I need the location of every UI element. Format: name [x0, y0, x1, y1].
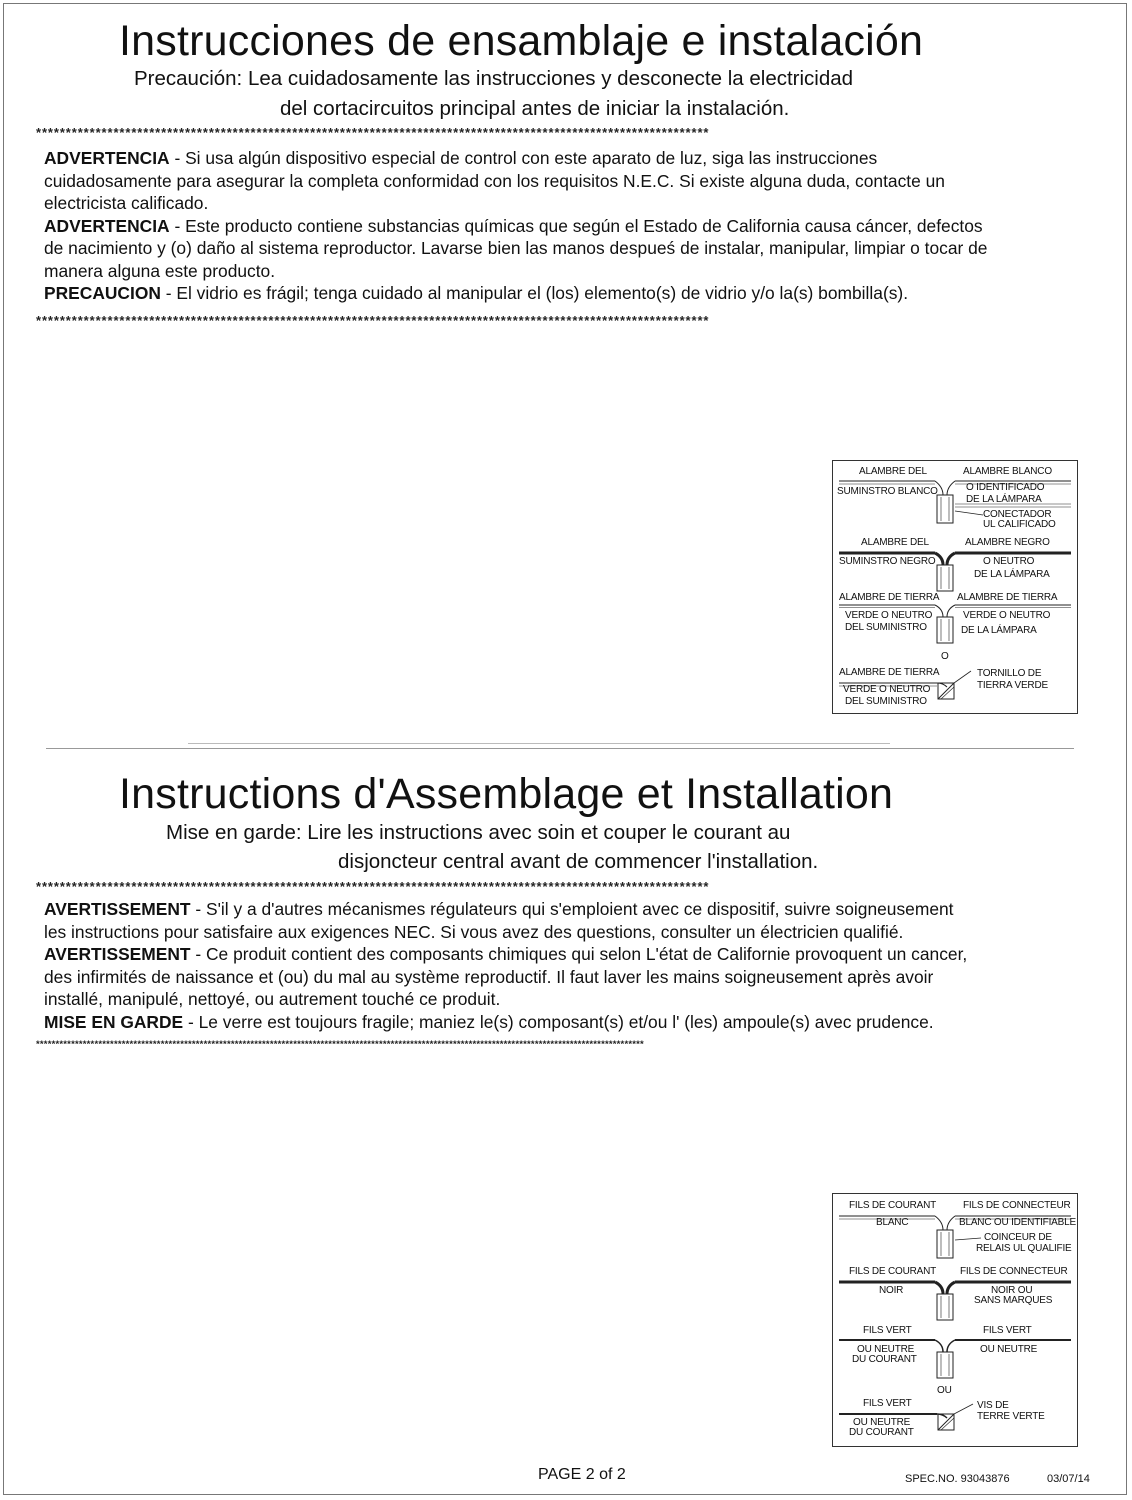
spanish-caution-note: [44, 282, 987, 305]
french-warning2-label: AVERTISSEMENT: [44, 944, 191, 964]
es-r3-left-a: ALAMBRE DE TIERRA: [839, 592, 940, 603]
es-or: O: [941, 651, 949, 662]
french-caution-note: [44, 1011, 967, 1034]
french-stars-top: *****************************************************************************************************************: [36, 882, 710, 892]
es-connector-b: UL CALIFICADO: [983, 519, 1056, 530]
french-title: Instructions d'Assemblage et Installation: [119, 770, 894, 818]
french-warning2-line2: des infirmités de naissance et (ou) du mal au système reproductif. Il faut laver les mains soigneusement après avoir: [44, 966, 934, 987]
fr-connector-a: COINCEUR DE: [984, 1232, 1052, 1243]
french-caution-line2: disjoncteur central avant de commencer l'installation.: [338, 850, 819, 873]
spanish-warning1-label: ADVERTENCIA: [44, 148, 170, 168]
fr-r2-right-b: NOIR OU: [991, 1285, 1033, 1296]
fr-r2-left-b: NOIR: [879, 1285, 904, 1296]
spanish-warning1-line1: [44, 147, 987, 170]
fr-r4-left-b: OU NEUTRE: [853, 1417, 911, 1428]
fr-r1-left-a: FILS DE COURANT: [849, 1200, 937, 1211]
es-r3-right-a: ALAMBRE DE TIERRA: [957, 592, 1058, 603]
fr-r3-left-c: DU COURANT: [852, 1354, 917, 1365]
fr-r2-right-a: FILS DE CONNECTEUR: [960, 1266, 1068, 1277]
french-caution-line1: Mise en garde: Lire les instructions avec soin et couper le courant au: [166, 821, 791, 844]
es-r1-left-b: SUMINSTRO BLANCO: [837, 486, 938, 497]
es-r3-left-b: VERDE O NEUTRO: [845, 610, 933, 621]
es-r1-right-b: O IDENTIFICADO: [966, 482, 1045, 493]
spanish-warning2-line2: de nacimiento y (o) daño al sistema reproductor. Lavarse bien las manos despueś de instalar, manipular, limpiar o tocar de: [44, 238, 988, 258]
french-warning2-line3: installé, manipulé, nettoyé, ou autrement touché ce produit.: [44, 989, 501, 1009]
es-connector-a: CONECTADOR: [983, 509, 1052, 520]
spanish-stars-bottom: *****************************************************************************************************************: [36, 316, 710, 326]
fr-r4-left-a: FILS VERT: [863, 1398, 912, 1409]
fr-r4-right-b: TERRE VERTE: [977, 1411, 1045, 1422]
spanish-warning1-text: - Si usa algún dispositivo especial de control con este aparato de luz, siga las instrucciones: [169, 148, 878, 168]
es-r4-left-b: VERDE O NEUTRO: [843, 684, 931, 695]
spanish-caution-text: - El vidrio es frágil; tenga cuidado al manipular el (los) elemento(s) de vidrio y/o la(s) bombilla(s).: [160, 283, 909, 303]
es-r3-right-c: DE LA LÁMPARA: [961, 625, 1037, 636]
spanish-caution-label: PRECAUCION: [44, 283, 161, 303]
fr-or: OU: [937, 1385, 952, 1396]
fr-r3-right-a: FILS VERT: [983, 1325, 1032, 1336]
spanish-caution-line2: del cortacircuitos principal antes de iniciar la instalación.: [280, 97, 790, 120]
french-warning1-text: - S'il y a d'autres mécanismes régulateurs qui s'emploient avec ce dispositif, suivre soigneusement: [190, 899, 954, 919]
es-r4-left-a: ALAMBRE DE TIERRA: [839, 667, 940, 678]
fr-r4-left-c: DU COURANT: [849, 1427, 914, 1438]
es-r1-right-c: DE LA LÁMPARA: [966, 494, 1042, 505]
spanish-warning2-line1: [44, 215, 987, 238]
fr-r1-right-b: BLANC OU IDENTIFIABLE: [959, 1217, 1076, 1228]
fr-r3-left-b: OU NEUTRE: [857, 1344, 915, 1355]
french-warning2-line1: [44, 943, 967, 966]
spanish-title: Instrucciones de ensamblaje e instalación: [119, 17, 924, 65]
fr-r3-right-b: OU NEUTRE: [980, 1344, 1038, 1355]
fr-r1-right-a: FILS DE CONNECTEUR: [963, 1200, 1071, 1211]
es-r4-left-c: DEL SUMINISTRO: [845, 696, 927, 707]
page-number: PAGE 2 of 2: [538, 1466, 626, 1483]
es-r2-right-c: DE LA LÁMPARA: [974, 569, 1050, 580]
fr-r2-left-a: FILS DE COURANT: [849, 1266, 937, 1277]
es-r2-left-b: SUMINSTRO NEGRO: [839, 556, 936, 567]
french-warning2-text: - Ce produit contient des composants chimiques qui selon L'état de Californie provoquent un cancer,: [190, 944, 968, 964]
spanish-warning2-label: ADVERTENCIA: [44, 215, 170, 236]
french-warning1-line2: les instructions pour satisfaire aux exigences NEC. Si vous avez des questions, consulter un électricien qualifié.: [44, 921, 904, 942]
es-r2-right-a: ALAMBRE NEGRO: [965, 537, 1050, 548]
french-warning1-label: AVERTISSEMENT: [44, 899, 191, 919]
es-r4-right-b: TIERRA VERDE: [977, 680, 1048, 691]
es-r1-right-a: ALAMBRE BLANCO: [963, 466, 1052, 477]
es-r2-left-a: ALAMBRE DEL: [861, 537, 929, 548]
section-divider: [46, 748, 1074, 749]
fr-r3-left-a: FILS VERT: [863, 1325, 912, 1336]
spanish-warning2-line3: manera alguna este producto.: [44, 260, 276, 281]
spec-number: SPEC.NO. 93043876: [905, 1473, 1010, 1485]
spanish-warnings: [44, 147, 987, 305]
document-date: 03/07/14: [1047, 1473, 1090, 1485]
french-warning1-line1: [44, 898, 967, 921]
french-warnings: [44, 898, 967, 1033]
fr-r4-right-a: VIS DE: [977, 1400, 1009, 1411]
fr-r1-left-b: BLANC: [876, 1217, 909, 1228]
spanish-wiring-diagram: [832, 460, 1078, 714]
spanish-warning1-line3: electricista calificado.: [44, 193, 209, 213]
section-divider-inner: [188, 743, 890, 744]
spanish-caution-line1: Precaución: Lea cuidadosamente las instrucciones y desconecte la electricidad: [134, 67, 854, 90]
es-r3-left-c: DEL SUMINISTRO: [845, 622, 927, 633]
spanish-stars-top: *****************************************************************************************************************: [36, 128, 710, 138]
fr-connector-b: RELAIS UL QUALIFIE: [976, 1243, 1072, 1254]
es-r3-right-b: VERDE O NEUTRO: [963, 610, 1051, 621]
spanish-warning2-text: - Este producto contiene substancias químicas que según el Estado de California causa cáncer, defectos: [169, 215, 983, 236]
french-caution-label: MISE EN GARDE: [44, 1011, 184, 1032]
french-caution-text: - Le verre est toujours fragile; maniez le(s) composant(s) et/ou l' (les) ampoule(s) avec prudence.: [183, 1011, 934, 1032]
es-r4-right-a: TORNILLO DE: [977, 668, 1042, 679]
fr-r2-right-c: SANS MARQUES: [974, 1295, 1053, 1306]
es-r1-left-a: ALAMBRE DEL: [859, 466, 927, 477]
spanish-warning1-line2: cuidadosamente para asegurar la completa conformidad con los requisitos N.E.C. Si existe alguna duda, contacte un: [44, 170, 945, 191]
es-r2-right-b: O NEUTRO: [983, 556, 1035, 567]
french-wiring-diagram: [832, 1193, 1078, 1447]
french-stars-bottom: ************************************************************************************************************************************************************: [36, 1040, 644, 1050]
